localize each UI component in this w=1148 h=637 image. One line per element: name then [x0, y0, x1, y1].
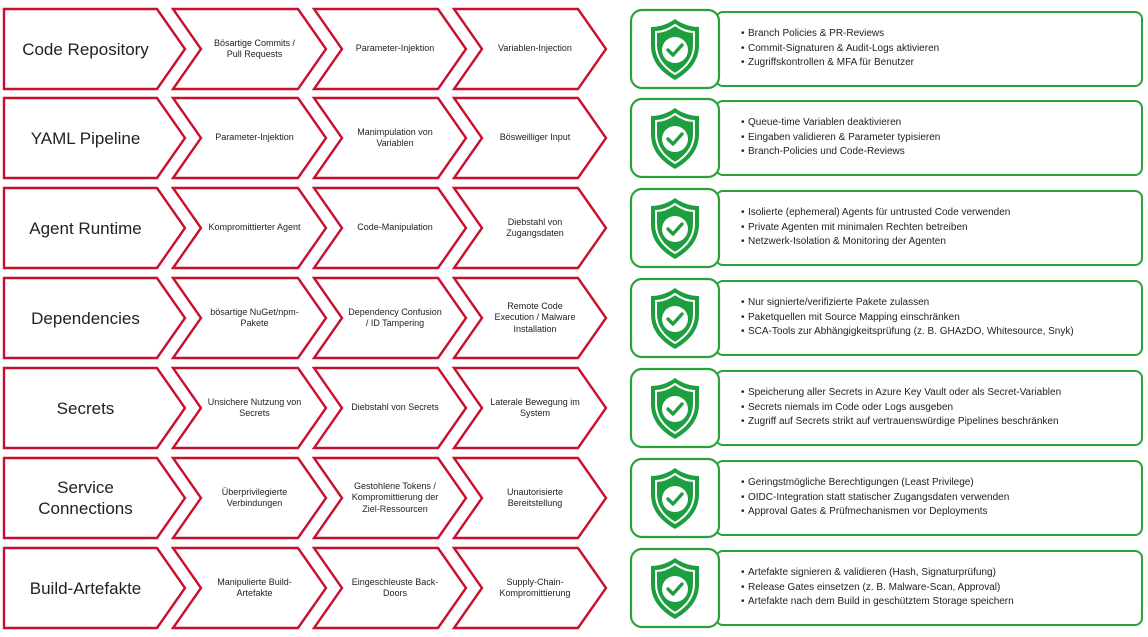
mitigation-item: • Artefakte nach dem Build in geschütztem Storage speichern — [741, 595, 1143, 610]
mitigation-item: • Paketquellen mit Source Mapping einschränken — [741, 311, 1143, 326]
mitigation-item: • Release Gates einsetzen (z. B. Malware-Scan, Approval) — [741, 581, 1143, 596]
mitigation-item: • Private Agenten mit minimalen Rechten betreiben — [741, 221, 1143, 236]
mitigation-item: • Approval Gates & Prüfmechanismen vor Deployments — [741, 505, 1143, 520]
mitigation-item: • OIDC-Integration statt statischer Zugangsdaten verwenden — [741, 491, 1143, 506]
mitigation-item: • Speicherung aller Secrets in Azure Key Vault oder als Secret-Variablen — [741, 386, 1143, 401]
mitigation-item: • Branch-Policies und Code-Reviews — [741, 145, 1143, 160]
threat-label: Dependency Confusion / ID Tampering — [348, 306, 442, 328]
mitigation-item: • Branch Policies & PR-Reviews — [741, 27, 1143, 42]
mitigation-item: • Zugriffskontrollen & MFA für Benutzer — [741, 56, 1143, 71]
threat-label: Bösartige Commits / Pull Requests — [213, 37, 296, 59]
threat-label: Diebstahl von Zugangsdaten — [506, 216, 564, 238]
category-label: Secrets — [56, 398, 115, 418]
mitigation-list — [741, 476, 1143, 520]
threat-label: Supply-Chain-Kompromittierung — [499, 576, 571, 598]
threat-label: bösartige NuGet/npm-Pakete — [210, 306, 299, 328]
threat-label: Laterale Bewegung im System — [490, 396, 580, 418]
threat-label: Remote Code Execution / Malware Installation — [494, 300, 576, 334]
mitigation-item: • Commit-Signaturen & Audit-Logs aktivieren — [741, 42, 1143, 57]
mitigation-list — [741, 27, 1143, 71]
category-label: Code Repository — [22, 39, 149, 59]
mitigation-item: • Nur signierte/verifizierte Pakete zulassen — [741, 296, 1143, 311]
mitigation-item: • SCA-Tools zur Abhängigkeitsprüfung (z. B. GHAzDO, Whitesource, Snyk) — [741, 325, 1143, 340]
category-label: Dependencies — [31, 308, 140, 328]
mitigation-item: • Isolierte (ephemeral) Agents für untrusted Code verwenden — [741, 206, 1143, 221]
mitigation-item: • Zugriff auf Secrets strikt auf vertrauenswürdige Pipelines beschränken — [741, 415, 1143, 430]
threat-label: Überprivilegierte Verbindungen — [221, 486, 288, 508]
mitigation-list — [741, 116, 1143, 160]
threat-label: Variablen-Injection — [498, 43, 572, 54]
threat-label: Eingeschleuste Back-Doors — [351, 576, 439, 598]
mitigation-item: • Secrets niemals im Code oder Logs ausgeben — [741, 401, 1143, 416]
threat-label: Code-Manipulation — [357, 222, 433, 233]
threat-label: Manipulierte Build-Artefakte — [217, 576, 292, 598]
threat-label: Bösweilliger Input — [499, 132, 571, 143]
mitigation-item: • Artefakte signieren & validieren (Hash, Signaturprüfung) — [741, 566, 1143, 581]
mitigation-list — [741, 386, 1143, 430]
threat-label: Unsichere Nutzung von Secrets — [207, 396, 302, 418]
threat-label: Kompromittierter Agent — [208, 222, 301, 233]
threat-label: Unautorisierte Bereitstellung — [506, 486, 564, 508]
threat-label: Gestohlene Tokens / Kompromittierung der Ziel-Ressourcen — [351, 480, 439, 514]
threat-label: Parameter-Injektion — [215, 132, 294, 143]
category-label: Build-Artefakte — [29, 578, 142, 598]
mitigation-item: • Eingaben validieren & Parameter typisieren — [741, 131, 1143, 146]
mitigation-list — [741, 206, 1143, 250]
threat-label: Parameter-Injektion — [355, 43, 435, 54]
mitigation-item: • Geringstmögliche Berechtigungen (Least Privilege) — [741, 476, 1143, 491]
category-label: YAML Pipeline — [30, 128, 141, 148]
category-label: Agent Runtime — [29, 218, 142, 238]
category-label: Service Connections — [38, 478, 133, 518]
mitigation-item: • Netzwerk-Isolation & Monitoring der Agenten — [741, 235, 1143, 250]
mitigation-list — [741, 296, 1143, 340]
mitigation-list — [741, 566, 1143, 610]
threat-label: Diebstahl von Secrets — [351, 402, 439, 413]
mitigation-item: • Queue-time Variablen deaktivieren — [741, 116, 1143, 131]
threat-label: Manimpulation von Variablen — [357, 126, 433, 148]
